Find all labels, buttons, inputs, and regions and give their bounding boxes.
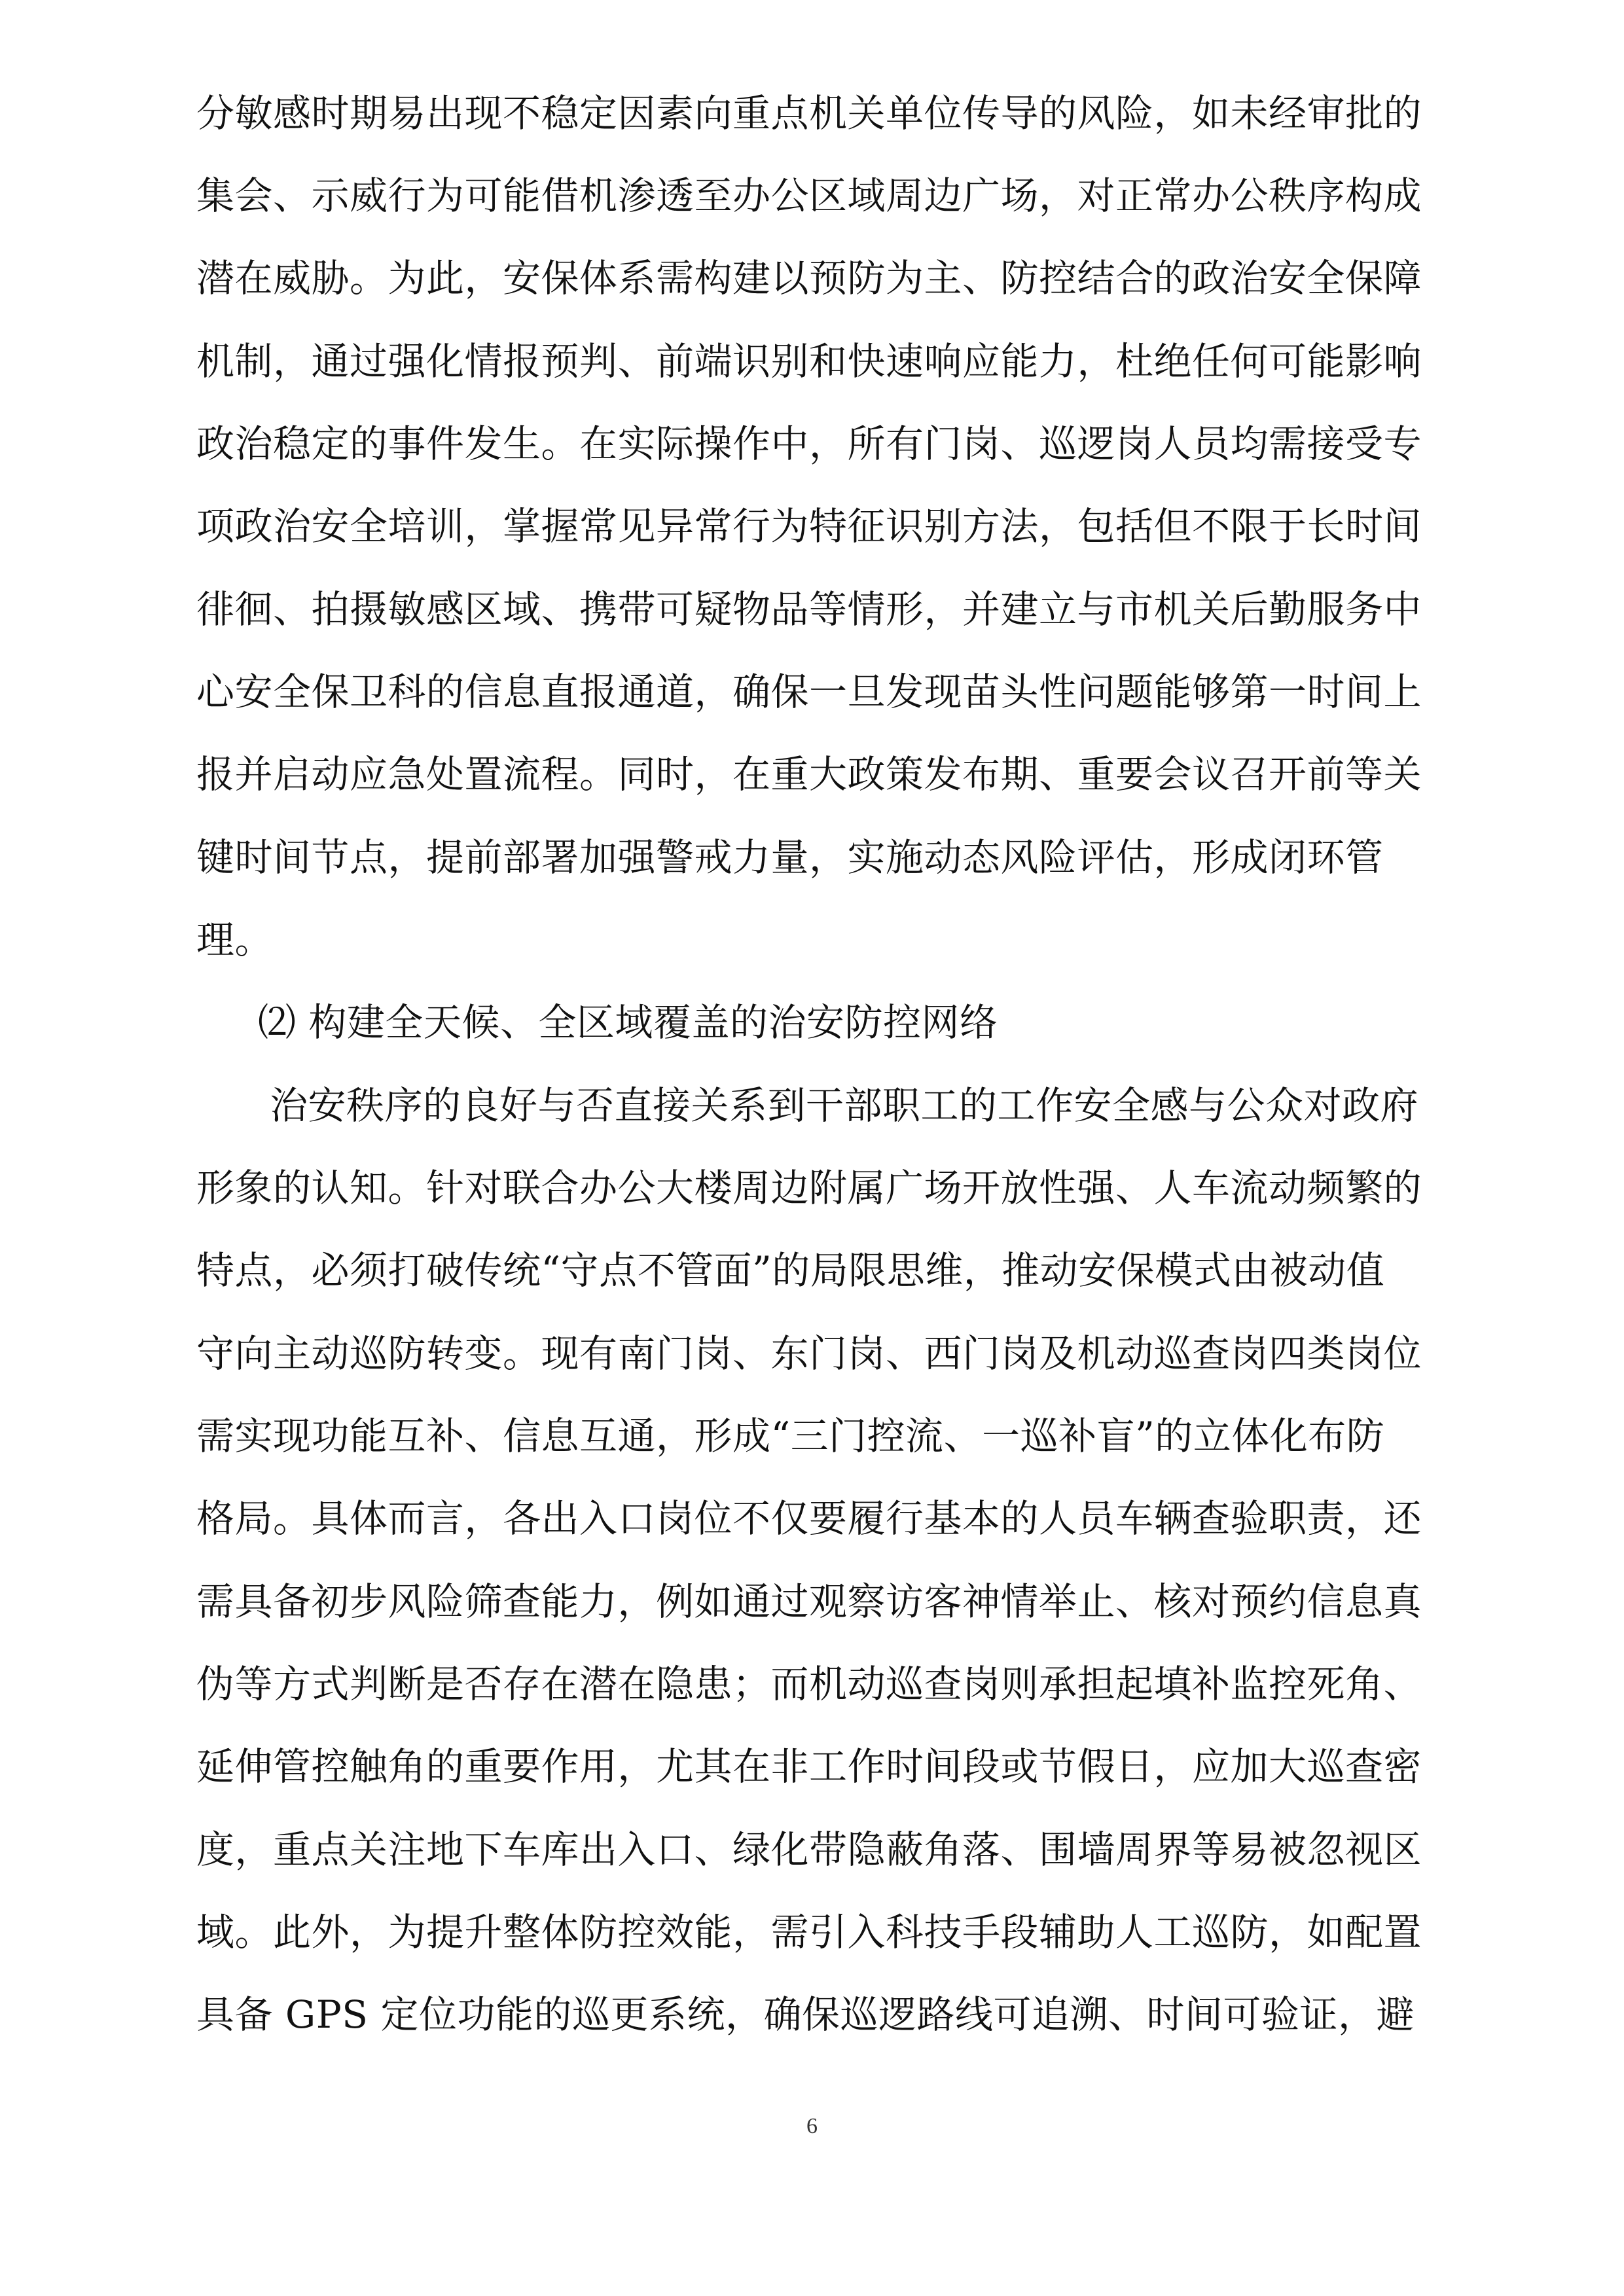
paragraph-line: 治安秩序的良好与否直接关系到干部职工的工作安全感与公众对政府 <box>270 1083 1419 1128</box>
paragraph-line: 键时间节点，提前部署加强警戒力量，实施动态风险评估，形成闭环管 <box>196 835 1384 880</box>
paragraph-line: 特点，必须打破传统“守点不管面”的局限思维，推动安保模式由被动值 <box>196 1248 1385 1293</box>
paragraph-line: 格局。具体而言，各出入口岗位不仅要履行基本的人员车辆查验职责，还 <box>196 1496 1422 1541</box>
paragraph-line: 政治稳定的事件发生。在实际操作中，所有门岗、巡逻岗人员均需接受专 <box>196 422 1422 466</box>
paragraph-line: 心安全保卫科的信息直报通道，确保一旦发现苗头性问题能够第一时间上 <box>196 670 1422 714</box>
paragraph-line: 域。此外，为提升整体防控效能，需引入科技手段辅助人工巡防，如配置 <box>196 1910 1422 1954</box>
paragraph-line: 潜在威胁。为此，安保体系需构建以预防为主、防控结合的政治安全保障 <box>196 256 1422 300</box>
paragraph-line: 理。 <box>196 918 274 962</box>
paragraph-line: 度，重点关注地下车库出入口、绿化带隐蔽角落、围墙周界等易被忽视区 <box>196 1827 1422 1872</box>
paragraph-line: 集会、示威行为可能借机渗透至办公区域周边广场，对正常办公秩序构成 <box>196 173 1422 218</box>
paragraph-line: 延伸管控触角的重要作用，尤其在非工作时间段或节假日，应加大巡查密 <box>196 1744 1422 1789</box>
paragraph-line: 具备 GPS 定位功能的巡更系统，确保巡逻路线可追溯、时间可验证，避 <box>196 1992 1415 2037</box>
paragraph-line: 机制，通过强化情报预判、前端识别和快速响应能力，杜绝任何可能影响 <box>196 339 1422 384</box>
paragraph-line: 守向主动巡防转变。现有南门岗、东门岗、西门岗及机动巡查岗四类岗位 <box>196 1331 1422 1376</box>
paragraph-line: 徘徊、拍摄敏感区域、携带可疑物品等情形，并建立与市机关后勤服务中 <box>196 587 1422 632</box>
paragraph-line: 分敏感时期易出现不稳定因素向重点机关单位传导的风险，如未经审批的 <box>196 91 1422 135</box>
paragraph-line: 形象的认知。针对联合办公大楼周边附属广场开放性强、人车流动频繁的 <box>196 1166 1422 1210</box>
paragraph-line: 报并启动应急处置流程。同时，在重大政策发布期、重要会议召开前等关 <box>196 752 1422 797</box>
section-heading: ⑵ 构建全天候、全区域覆盖的治安防控网络 <box>258 1000 998 1045</box>
paragraph-line: 需实现功能互补、信息互通，形成“三门控流、一巡补盲”的立体化布防 <box>196 1414 1385 1458</box>
paragraph-line: 需具备初步风险筛查能力，例如通过观察访客神情举止、核对预约信息真 <box>196 1579 1422 1624</box>
page-number: 6 <box>806 2114 818 2138</box>
paragraph-line: 伪等方式判断是否存在潜在隐患；而机动巡查岗则承担起填补监控死角、 <box>196 1662 1422 1706</box>
paragraph-line: 项政治安全培训，掌握常见异常行为特征识别方法，包括但不限于长时间 <box>196 504 1422 548</box>
